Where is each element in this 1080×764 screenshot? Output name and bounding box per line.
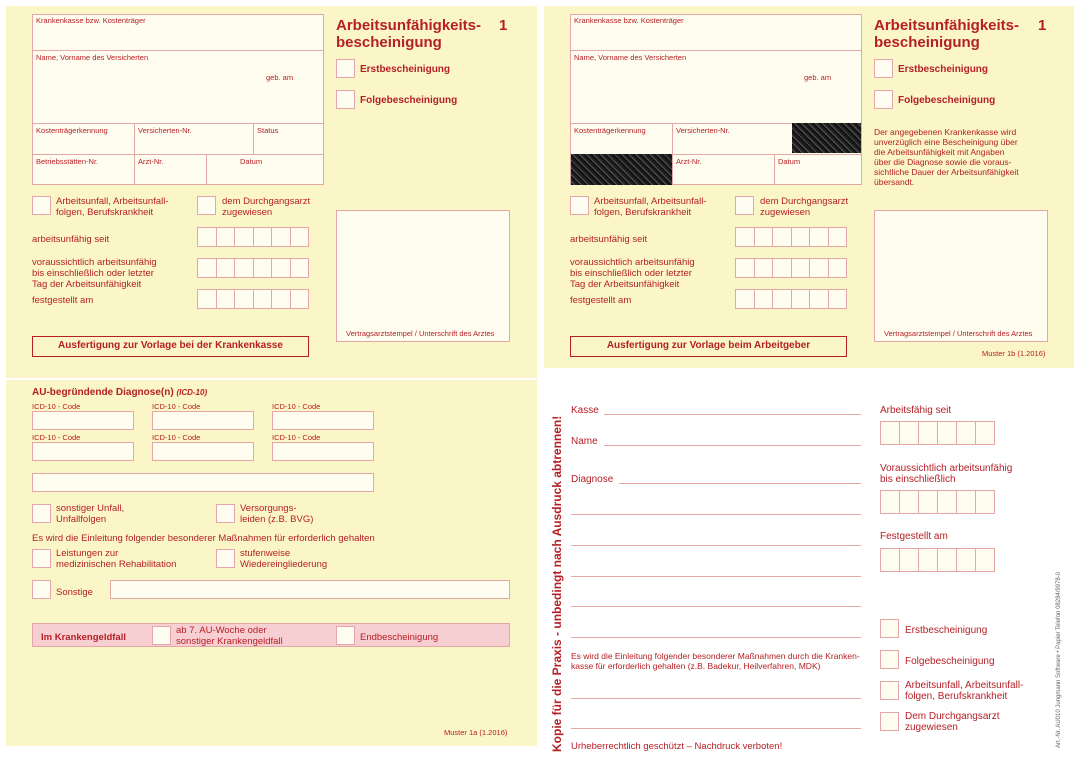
name-label: Name (571, 436, 598, 447)
determined-on-date-field[interactable] (735, 289, 847, 309)
diagnosis-line[interactable] (571, 637, 861, 638)
follow-cert-checkbox[interactable] (336, 90, 355, 109)
measures-line[interactable] (571, 728, 861, 729)
divider (134, 123, 135, 185)
cost-id-label: Kostenträgerkennung (36, 126, 108, 135)
name-label: Name, Vorname des Versicherten (36, 53, 149, 62)
determined-on-label: Festgestellt am (880, 531, 948, 542)
date-label: Datum (240, 157, 263, 166)
copy-for-insurer-banner: Ausfertigung zur Vorlage bei der Krankenkasse (32, 336, 309, 357)
expected-until-date-field[interactable] (735, 258, 847, 278)
determined-on-date-field[interactable] (880, 548, 995, 572)
diagnosis-line[interactable] (571, 545, 861, 546)
copy-number: 1 (1038, 17, 1047, 34)
determined-on-label: festgestellt am (570, 295, 632, 306)
icd-tag: (ICD-10) (176, 388, 208, 397)
divider (32, 154, 324, 155)
rehab-checkbox[interactable] (32, 549, 51, 568)
first-cert-label: Erstbescheinigung (360, 64, 451, 75)
first-cert-checkbox[interactable] (874, 59, 893, 78)
copy-for-employer-banner: Ausfertigung zur Vorlage beim Arbeitgeber (570, 336, 847, 357)
divider (672, 123, 673, 185)
transit-doctor-checkbox[interactable] (735, 196, 754, 215)
redacted-barcode (792, 123, 861, 153)
final-cert-label: Endbescheinigung (360, 632, 439, 643)
accident-checkbox[interactable] (880, 681, 899, 700)
follow-cert-checkbox[interactable] (880, 650, 899, 669)
copy-number: 1 (499, 17, 508, 34)
accident-checkbox[interactable] (32, 196, 51, 215)
diagnosis-line[interactable] (571, 606, 861, 607)
form-muster-1-panel (6, 6, 537, 378)
doctor-no-label: Arzt-Nr. (138, 157, 164, 166)
follow-cert-label: Folgebescheinigung (360, 95, 458, 106)
accident-label: Arbeitsunfall, Arbeitsunfall- folgen, Berufskrankheit (905, 680, 1024, 702)
diagnosis-line[interactable] (571, 514, 861, 515)
diagnosis-label: Diagnose (571, 474, 614, 485)
divider (206, 154, 207, 185)
date-label: Datum (778, 157, 801, 166)
insurer-label: Krankenkasse bzw. Kostenträger (574, 16, 684, 25)
transit-doctor-label: dem Durchgangsarzt zugewiesen (222, 196, 311, 218)
icd-label: ICD-10 - Code (32, 433, 81, 442)
unfit-since-date-field[interactable] (880, 421, 995, 445)
insurer-line[interactable] (604, 414, 861, 415)
accident-label: Arbeitsunfall, Arbeitsunfall- folgen, Berufskrankheit (56, 196, 169, 218)
follow-cert-label: Folgebescheinigung (905, 656, 995, 667)
stamp-label: Vertragsarztstempel / Unterschrift des Arztes (346, 329, 495, 338)
follow-cert-checkbox[interactable] (874, 90, 893, 109)
diagnosis-line[interactable] (619, 483, 861, 484)
doctor-stamp-box[interactable] (336, 210, 510, 342)
week7-checkbox[interactable] (152, 626, 171, 645)
determined-on-date-field[interactable] (197, 289, 309, 309)
supply-suffering-label: Versorgungs- leiden (z.B. BVG) (240, 503, 314, 525)
insurer-label: Krankenkasse bzw. Kostenträger (36, 16, 146, 25)
icd-label: ICD-10 - Code (152, 433, 201, 442)
first-cert-label: Erstbescheinigung (905, 625, 988, 636)
icd-code-field[interactable] (32, 411, 134, 430)
rehab-label: Leistungen zur medizinischen Rehabilitation (56, 548, 177, 570)
week7-label: ab 7. AU-Woche oder sonstiger Krankengeldfall (176, 625, 283, 647)
publisher-line: Art.-Nr. AU010 Jungmann Software • Papier Telefon 08284/9978-0 (1056, 571, 1062, 748)
supply-suffering-checkbox[interactable] (216, 504, 235, 523)
doctor-no-label: Arzt-Nr. (676, 157, 702, 166)
measures-line[interactable] (571, 698, 861, 699)
transit-doctor-label: Dem Durchgangsarzt zugewiesen (905, 711, 1000, 733)
status-label: Status (257, 126, 279, 135)
icd-code-field[interactable] (32, 442, 134, 461)
reintegration-label: stufenweise Wiedereingliederung (240, 548, 328, 570)
transit-doctor-checkbox[interactable] (880, 712, 899, 731)
insured-no-label: Versicherten-Nr. (138, 126, 192, 135)
diagnosis-title (32, 387, 207, 398)
expected-until-label: voraussichtlich arbeitsunfähig bis einschließlich oder letzter Tag der Arbeitsunfähigkeit (32, 257, 157, 290)
form-muster-1a-panel (6, 380, 537, 746)
icd-code-field[interactable] (152, 442, 254, 461)
redacted-barcode (571, 154, 672, 185)
other-accident-checkbox[interactable] (32, 504, 51, 523)
insurer-label: Kasse (571, 405, 599, 416)
icd-label: ICD-10 - Code (272, 402, 321, 411)
other-measures-checkbox[interactable] (32, 580, 51, 599)
notice-text: Der angegebenen Krankenkasse wird unverzüglich eine Bescheinigung über die Arbeitsunfähigkeit mit Angaben über die Diagnose sowie die voraus- sichtliche Dauer der Arbeitsunfähigkeit übersandt. (874, 127, 1019, 187)
first-cert-checkbox[interactable] (336, 59, 355, 78)
practice-copy-panel (544, 376, 1074, 758)
expected-until-date-field[interactable] (197, 258, 309, 278)
unfit-since-date-field[interactable] (735, 227, 847, 247)
measures-text: Es wird die Einleitung folgender besonderer Maßnahmen für erforderlich gehalten (32, 533, 375, 544)
birth-label: geb. am (266, 73, 294, 82)
final-cert-checkbox[interactable] (336, 626, 355, 645)
model-label: Muster 1a (1.2016) (444, 728, 508, 737)
other-measures-label: Sonstige (56, 587, 93, 598)
insured-no-label: Versicherten-Nr. (676, 126, 730, 135)
form-title-line1: Arbeitsunfähigkeits- (874, 17, 1020, 34)
form-title-line2: bescheinigung (336, 34, 442, 51)
expected-until-label: Voraussichtlich arbeitsunfähig bis einschließlich (880, 463, 1013, 485)
determined-on-label: festgestellt am (32, 295, 94, 306)
birth-label: geb. am (804, 73, 832, 82)
divider (32, 50, 324, 51)
stamp-label: Vertragsarztstempel / Unterschrift des Arztes (884, 329, 1033, 338)
icd-code-field[interactable] (272, 442, 374, 461)
divider (570, 50, 862, 51)
form-muster-1b-panel (544, 6, 1074, 368)
divider (774, 154, 775, 185)
transit-doctor-checkbox[interactable] (197, 196, 216, 215)
sick-pay-label: Im Krankengeldfall (41, 632, 126, 643)
copyright-notice: Urheberrechtlich geschützt – Nachdruck verboten! (571, 741, 783, 752)
accident-checkbox[interactable] (570, 196, 589, 215)
expected-until-date-field[interactable] (880, 490, 995, 514)
tear-off-notice: Kopie für die Praxis - unbedingt nach Ausdruck abtrennen! (550, 415, 564, 752)
icd-label: ICD-10 - Code (32, 402, 81, 411)
form-title-line2: bescheinigung (874, 34, 980, 51)
reintegration-checkbox[interactable] (216, 549, 235, 568)
other-accident-label: sonstiger Unfall, Unfallfolgen (56, 503, 125, 525)
first-cert-checkbox[interactable] (880, 619, 899, 638)
site-no-label: Betriebsstätten-Nr. (36, 157, 99, 166)
transit-doctor-label: dem Durchgangsarzt zugewiesen (760, 196, 849, 218)
icd-code-field[interactable] (272, 411, 374, 430)
diagnosis-line[interactable] (571, 576, 861, 577)
icd-code-field[interactable] (152, 411, 254, 430)
divider (32, 123, 324, 124)
form-title-line1: Arbeitsunfähigkeits- (336, 17, 482, 34)
measures-text: Es wird die Einleitung folgender besonderer Maßnahmen durch die Kranken- kasse für erforderlich gehalten (z.B. Badekur, Heilverfahren, MDK) (571, 651, 860, 671)
name-line[interactable] (604, 445, 861, 446)
icd-label: ICD-10 - Code (152, 402, 201, 411)
accident-label: Arbeitsunfall, Arbeitsunfall- folgen, Berufskrankheit (594, 196, 707, 218)
diagnosis-text-field[interactable] (32, 473, 374, 492)
cost-id-label: Kostenträgerkennung (574, 126, 646, 135)
expected-until-label: voraussichtlich arbeitsunfähig bis einschließlich oder letzter Tag der Arbeitsunfähigkeit (570, 257, 695, 290)
doctor-stamp-box[interactable] (874, 210, 1048, 342)
other-measures-field[interactable] (110, 580, 510, 599)
icd-label: ICD-10 - Code (272, 433, 321, 442)
divider (253, 123, 254, 154)
unfit-since-label: arbeitsunfähig seit (570, 234, 648, 245)
first-cert-label: Erstbescheinigung (898, 64, 989, 75)
unfit-since-label: Arbeitsfähig seit (880, 405, 952, 416)
name-label: Name, Vorname des Versicherten (574, 53, 687, 62)
unfit-since-date-field[interactable] (197, 227, 309, 247)
follow-cert-label: Folgebescheinigung (898, 95, 996, 106)
model-label: Muster 1b (1.2016) (982, 349, 1046, 358)
diagnosis-title-text: AU-begründende Diagnose(n) (32, 387, 174, 398)
unfit-since-label: arbeitsunfähig seit (32, 234, 110, 245)
